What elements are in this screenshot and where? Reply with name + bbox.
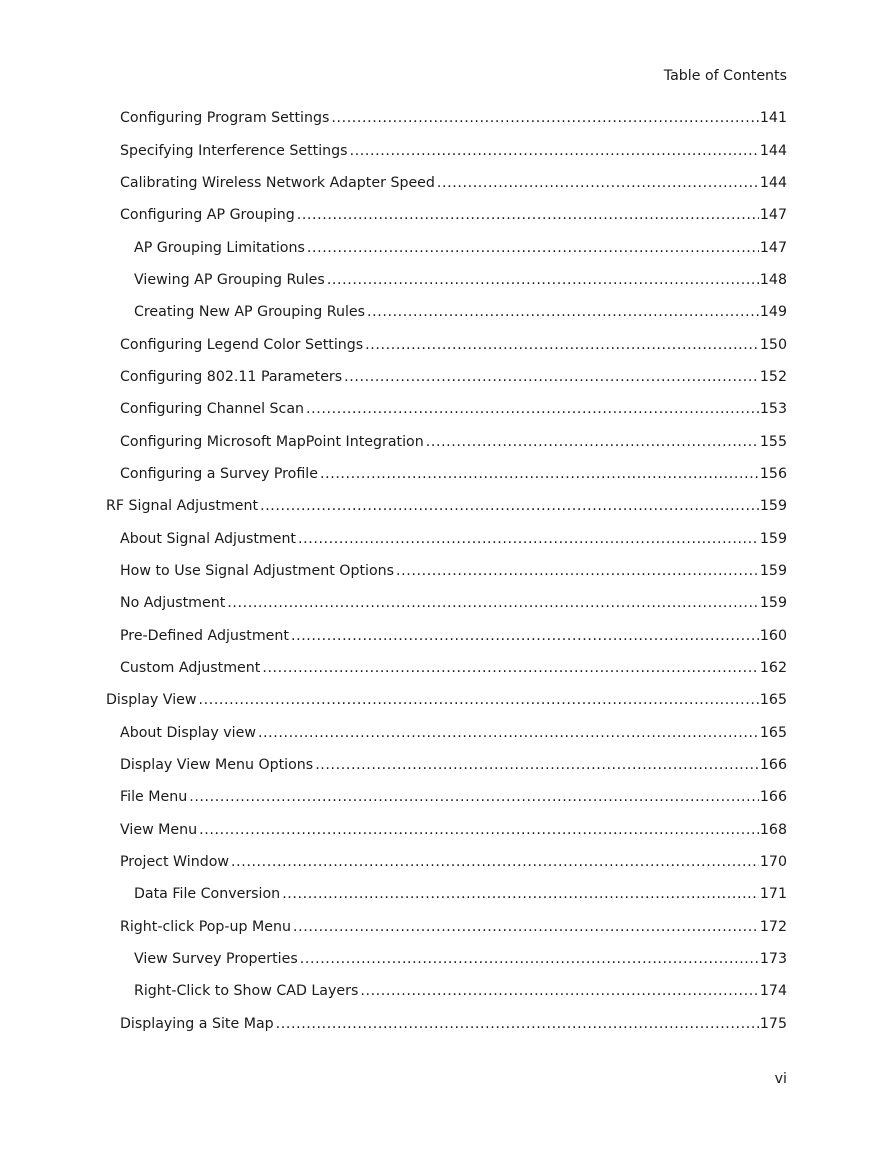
toc-entry-title: Display View: [106, 692, 197, 709]
toc-entry-title: Configuring a Survey Profile: [120, 465, 318, 482]
toc-dot-leader: [293, 919, 759, 935]
toc-entry-title: AP Grouping Limitations: [134, 239, 305, 256]
toc-entry[interactable]: [106, 490, 787, 522]
toc-entry-page: 147: [759, 207, 787, 224]
toc-dot-leader: [327, 272, 759, 288]
toc-dot-leader: [426, 434, 759, 450]
toc-entry-page: 165: [759, 692, 787, 709]
toc-entry-title: Specifying Interference Settings: [120, 142, 348, 159]
toc-entry-page: 175: [759, 1015, 787, 1032]
toc-dot-leader: [258, 725, 759, 741]
toc-dot-leader: [331, 110, 759, 126]
toc-dot-leader: [260, 498, 759, 514]
toc-entry-title: Configuring Channel Scan: [120, 401, 305, 418]
toc-entry-page: 166: [759, 789, 787, 806]
toc-dot-leader: [198, 692, 758, 708]
toc-dot-leader: [297, 207, 759, 223]
toc-entry[interactable]: [106, 717, 787, 749]
toc-entry-page: 152: [759, 368, 787, 385]
toc-dot-leader: [199, 822, 759, 838]
toc-dot-leader: [262, 660, 759, 676]
toc-entry-page: 159: [759, 595, 787, 612]
toc-entry-title: Configuring Microsoft MapPoint Integration: [120, 433, 424, 450]
toc-dot-leader: [365, 337, 759, 353]
toc-entry[interactable]: [106, 425, 787, 457]
toc-entry-title: Project Window: [120, 854, 229, 871]
toc-entry-page: 166: [759, 757, 787, 774]
toc-entry[interactable]: [106, 878, 787, 910]
toc-entry-title: Right-Click to Show CAD Layers: [134, 983, 359, 1000]
toc-entry-page: 168: [759, 821, 787, 838]
toc-entry[interactable]: [106, 102, 787, 134]
toc-entry[interactable]: [106, 587, 787, 619]
toc-dot-leader: [344, 369, 759, 385]
toc-entry[interactable]: [106, 911, 787, 943]
toc-entry-title: Calibrating Wireless Network Adapter Speed: [120, 174, 435, 191]
toc-entry-title: About Signal Adjustment: [120, 530, 296, 547]
toc-entry[interactable]: [106, 231, 787, 263]
toc-dot-leader: [350, 143, 759, 159]
toc-entry-title: Right-click Pop-up Menu: [120, 918, 292, 935]
toc-dot-leader: [276, 1016, 759, 1032]
toc-entry[interactable]: [106, 781, 787, 813]
toc-entry-page: 148: [759, 271, 787, 288]
toc-entry[interactable]: [106, 361, 787, 393]
toc-dot-leader: [291, 628, 759, 644]
toc-entry[interactable]: [106, 620, 787, 652]
toc-dot-leader: [306, 401, 759, 417]
toc-entry[interactable]: [106, 134, 787, 166]
toc-dot-leader: [298, 531, 759, 547]
toc-entry-page: 159: [759, 498, 787, 515]
toc-entry-title: About Display view: [120, 724, 256, 741]
toc-entry-title: Configuring 802.11 Parameters: [120, 368, 343, 385]
toc-entry-page: 162: [759, 660, 787, 677]
toc-entry[interactable]: [106, 943, 787, 975]
toc-entry[interactable]: [106, 749, 787, 781]
toc-entry-title: No Adjustment: [120, 595, 226, 612]
toc-entry-page: 144: [759, 174, 787, 191]
toc-entry-page: 155: [759, 433, 787, 450]
toc-entry-title: RF Signal Adjustment: [106, 498, 259, 515]
toc-entry-page: 165: [759, 724, 787, 741]
toc-entry-title: Pre-Defined Adjustment: [120, 627, 289, 644]
toc-entry[interactable]: [106, 264, 787, 296]
toc-entry-title: Configuring AP Grouping: [120, 207, 295, 224]
toc-entry[interactable]: [106, 458, 787, 490]
toc-entry[interactable]: [106, 846, 787, 878]
toc-entry[interactable]: [106, 296, 787, 328]
toc-entry-page: 147: [759, 239, 787, 256]
toc-entry-page: 144: [759, 142, 787, 159]
toc-entry-page: 171: [759, 886, 787, 903]
toc-dot-leader: [231, 854, 759, 870]
toc-dot-leader: [315, 757, 759, 773]
toc-entry-page: 174: [759, 983, 787, 1000]
toc-entry-title: File Menu: [120, 789, 188, 806]
toc-entry-page: 170: [759, 854, 787, 871]
toc-entry-page: 150: [759, 336, 787, 353]
toc-entry-page: 172: [759, 918, 787, 935]
toc-dot-leader: [189, 789, 759, 805]
toc-entry[interactable]: [106, 555, 787, 587]
toc-entry-title: View Survey Properties: [134, 951, 298, 968]
toc-entry-page: 173: [759, 951, 787, 968]
toc-dot-leader: [360, 983, 759, 999]
toc-entry[interactable]: [106, 393, 787, 425]
toc-entry-page: 153: [759, 401, 787, 418]
toc-entry[interactable]: [106, 814, 787, 846]
toc-dot-leader: [320, 466, 759, 482]
toc-dot-leader: [300, 951, 759, 967]
toc-dot-leader: [367, 304, 759, 320]
toc-entry[interactable]: [106, 167, 787, 199]
toc-entry-title: Configuring Program Settings: [120, 110, 330, 127]
toc-dot-leader: [437, 175, 759, 191]
toc-dot-leader: [282, 886, 759, 902]
toc-entry-page: 156: [759, 465, 787, 482]
toc-entry-page: 160: [759, 627, 787, 644]
toc-entry-title: Displaying a Site Map: [120, 1015, 274, 1032]
toc-dot-leader: [227, 595, 759, 611]
toc-entry[interactable]: [106, 975, 787, 1007]
toc-entry[interactable]: [106, 652, 787, 684]
toc-entry-title: Viewing AP Grouping Rules: [134, 271, 325, 288]
toc-entry[interactable]: [106, 328, 787, 360]
toc-entry-page: 149: [759, 304, 787, 321]
page-number: vi: [774, 1071, 787, 1087]
toc-dot-leader: [396, 563, 759, 579]
table-of-contents: [106, 102, 787, 1040]
toc-entry-title: How to Use Signal Adjustment Options: [120, 562, 395, 579]
toc-entry[interactable]: [106, 522, 787, 554]
toc-entry-title: Creating New AP Grouping Rules: [134, 304, 366, 321]
running-header: Table of Contents: [663, 68, 787, 84]
toc-entry-title: Custom Adjustment: [120, 660, 261, 677]
toc-entry-title: Display View Menu Options: [120, 757, 314, 774]
toc-entry-page: 141: [759, 110, 787, 127]
toc-dot-leader: [307, 240, 759, 256]
toc-entry-title: View Menu: [120, 821, 198, 838]
toc-entry-title: Configuring Legend Color Settings: [120, 336, 364, 353]
toc-entry[interactable]: [106, 1008, 787, 1040]
toc-entry[interactable]: [106, 199, 787, 231]
toc-entry[interactable]: [106, 684, 787, 716]
toc-entry-page: 159: [759, 530, 787, 547]
toc-entry-page: 159: [759, 562, 787, 579]
toc-entry-title: Data File Conversion: [134, 886, 281, 903]
